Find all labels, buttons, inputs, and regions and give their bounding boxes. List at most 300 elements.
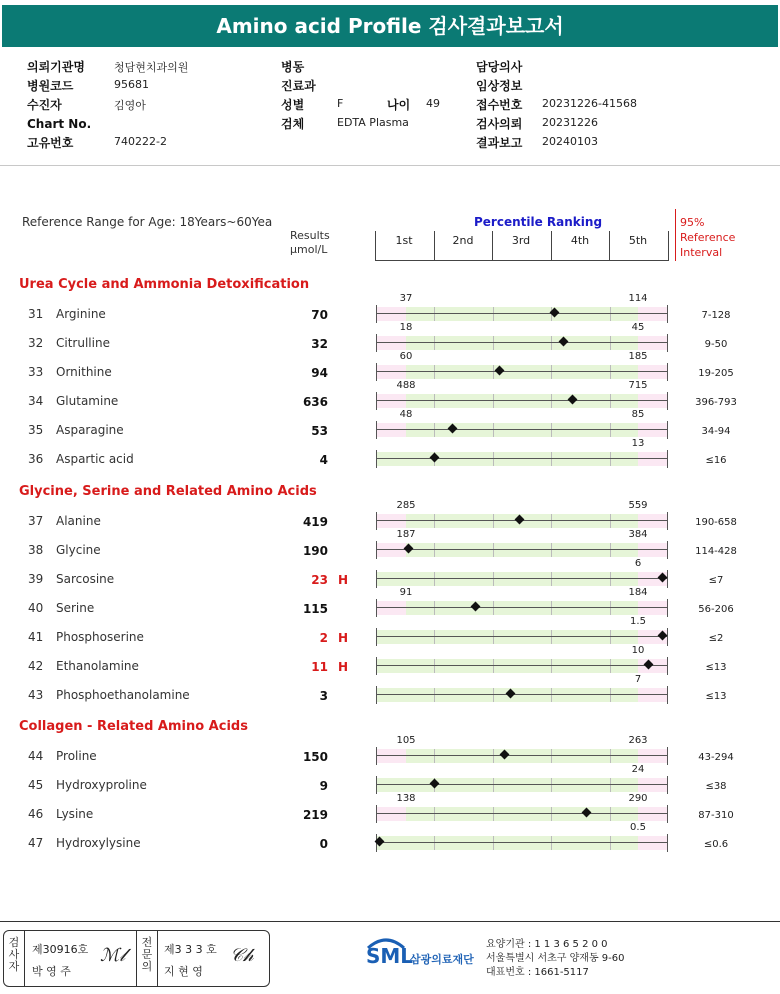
bar-gridline [434,659,435,673]
org-code: 요양기관 : 1 1 3 6 5 2 0 0 [486,939,608,950]
reference-interval: ≤13 [705,662,727,673]
bar-gridline [493,452,494,466]
analyte-name: Phosphoserine [56,630,144,644]
units-label: μmol/L [290,243,328,256]
bar-endpoint [376,334,377,352]
high-flag: H [338,573,349,587]
bar-endpoint [667,305,668,323]
result-value: 23 [311,573,328,587]
footer-divider [0,921,780,922]
result-value: 9 [319,779,328,793]
bar-gridline [551,365,552,379]
low-marker-label: 60 [399,351,413,362]
bar-gridline [610,659,611,673]
bar-center-line [376,694,668,695]
high-marker-label: 10 [631,645,645,656]
bar-gridline [493,749,494,763]
bar-gridline [434,807,435,821]
reviewer-name: 지 현 영 [164,965,203,978]
quintile-label: 2nd [452,234,474,247]
reference-interval: 7-128 [701,310,731,321]
reference-interval: ≤7 [708,575,724,586]
signature-box [3,930,270,987]
high-marker-label: 263 [628,735,648,746]
bar-endpoint [376,421,377,439]
signature-separator [136,931,137,986]
inspector-name: 박 영 주 [32,965,71,978]
reviewer-id: 제3 3 3 호 [164,943,217,956]
reference-interval: ≤0.6 [703,839,729,850]
result-value: 219 [302,808,328,822]
reference-interval: 87-310 [698,810,734,821]
bar-gridline [610,307,611,321]
low-marker-label: 18 [399,322,413,333]
analyte-number: 37 [28,514,44,528]
analyte-name: Glycine [56,543,101,557]
bar-gridline [551,601,552,615]
high-marker-label: 114 [628,293,648,304]
specimen-label: 검체 [281,117,305,131]
doctor-label: 담당의사 [476,60,523,74]
reference-interval: 19-205 [698,368,734,379]
bar-gridline [551,688,552,702]
table-row [0,409,780,441]
bar-gridline [434,543,435,557]
logo-text: SML [366,944,414,968]
analyte-name: Aspartic acid [56,452,134,466]
analyte-name: Proline [56,749,97,763]
high-marker-label: 6 [634,558,642,569]
analyte-number: 44 [28,749,44,763]
analyte-number: 43 [28,688,44,702]
reference-interval: 34-94 [701,426,731,437]
bar-gridline [493,659,494,673]
bar-center-line [376,458,668,459]
bar-center-line [376,371,668,372]
reference-interval: 56-206 [698,604,734,615]
percentile-bar [376,645,668,677]
bar-gridline [493,572,494,586]
section-title: Urea Cycle and Ammonia Detoxification [19,277,310,292]
table-row [0,322,780,354]
bar-center-line [376,342,668,343]
bar-normal-zone [406,749,638,763]
bar-endpoint [376,512,377,530]
low-marker-label: 138 [396,793,416,804]
reference-interval: 396-793 [695,397,737,408]
org-info [486,938,625,980]
bar-gridline [610,452,611,466]
reference-interval: 190-658 [695,517,737,528]
bar-center-line [376,636,668,637]
bar-gridline [493,601,494,615]
bar-endpoint [667,570,668,588]
bar-gridline [434,836,435,850]
result-value: 150 [302,750,328,764]
bar-endpoint [376,305,377,323]
percentile-bar [376,322,668,354]
table-row [0,529,780,561]
ward-label: 병동 [281,60,305,74]
table-row [0,822,780,854]
bar-center-line [376,607,668,608]
analyte-name: Asparagine [56,423,124,437]
bar-gridline [610,807,611,821]
result-value: 2 [319,631,328,645]
bar-normal-zone [376,778,638,792]
quintile-label: 4th [570,234,590,247]
low-marker-label: 285 [396,500,416,511]
bar-normal-zone [406,307,638,321]
percentile-bar [376,438,668,470]
bar-endpoint [667,628,668,646]
bar-gridline [434,307,435,321]
high-marker-label: 85 [631,409,645,420]
bar-center-line [376,313,668,314]
bar-gridline [610,336,611,350]
bar-gridline [610,836,611,850]
analyte-number: 32 [28,336,44,350]
high-flag: H [338,631,349,645]
bar-center-line [376,578,668,579]
ref-interval-unit: Interval [680,246,723,259]
bar-gridline [493,514,494,528]
bar-gridline [493,543,494,557]
bar-endpoint [376,657,377,675]
signature-separator [24,931,25,986]
bar-center-line [376,813,668,814]
request-date-value: 20231226 [542,116,598,129]
reference-interval: ≤38 [705,781,727,792]
sex-label: 성별 [281,98,305,112]
result-value: 94 [311,366,328,380]
bar-gridline [493,336,494,350]
result-value: 419 [302,515,328,529]
high-marker-label: 184 [628,587,648,598]
bar-normal-zone [406,601,638,615]
high-marker-label: 24 [631,764,645,775]
result-value: 53 [311,424,328,438]
percentile-bar [376,409,668,441]
bar-endpoint [667,512,668,530]
age-label: 나이 [387,98,411,112]
analyte-name: Ornithine [56,365,112,379]
bar-gridline [493,778,494,792]
bar-endpoint [667,834,668,852]
bar-gridline [434,601,435,615]
table-row [0,351,780,383]
report-date-label: 결과보고 [476,136,523,150]
bar-gridline [493,836,494,850]
high-flag: H [338,660,349,674]
high-marker-label: 13 [631,438,645,449]
bar-gridline [551,807,552,821]
high-marker-label: 384 [628,529,648,540]
receipt-no-label: 접수번호 [476,98,523,112]
reference-interval: 43-294 [698,752,734,763]
clinic-value: 청담현치과의원 [114,61,189,74]
bar-center-line [376,549,668,550]
bar-endpoint [376,599,377,617]
result-value: 4 [319,453,328,467]
section-title: Glycine, Serine and Related Amino Acids [19,484,317,499]
percentile-bar [376,500,668,532]
bar-gridline [551,423,552,437]
percentile-bar [376,822,668,854]
analyte-number: 33 [28,365,44,379]
analyte-number: 45 [28,778,44,792]
table-row [0,587,780,619]
high-marker-label: 185 [628,351,648,362]
signature-separator [157,931,158,986]
bar-gridline [434,423,435,437]
bar-gridline [610,601,611,615]
low-marker-label: 91 [399,587,413,598]
bar-gridline [434,336,435,350]
analyte-number: 46 [28,807,44,821]
bar-normal-zone [406,336,638,350]
hospital-code-label: 병원코드 [27,79,74,93]
bar-endpoint [667,392,668,410]
analyte-name: Hydroxylysine [56,836,141,850]
high-marker-label: 290 [628,793,648,804]
bar-endpoint [376,628,377,646]
percentile-bar [376,558,668,590]
results-label: Results [290,229,330,242]
bar-endpoint [667,776,668,794]
bar-gridline [551,543,552,557]
table-row [0,616,780,648]
bar-normal-zone [376,572,638,586]
table-row [0,674,780,706]
bar-gridline [610,688,611,702]
result-value: 0 [319,837,328,851]
inspector-role: 검사자 [8,936,20,973]
quintile-label: 5th [628,234,648,247]
chart-no-label: Chart No. [27,117,92,131]
analyte-number: 42 [28,659,44,673]
patient-label: 수진자 [27,98,62,112]
bar-gridline [610,778,611,792]
analyte-name: Serine [56,601,95,615]
bar-center-line [376,400,668,401]
reviewer-role: 전문의 [141,936,153,973]
table-row [0,438,780,470]
quintile-label: 1st [395,234,413,247]
unique-id-value: 740222-2 [114,135,167,148]
bar-gridline [610,749,611,763]
analyte-name: Arginine [56,307,106,321]
bar-endpoint [376,805,377,823]
reference-interval: ≤13 [705,691,727,702]
bar-gridline [434,572,435,586]
bar-gridline [493,394,494,408]
low-marker-label: 105 [396,735,416,746]
bar-gridline [434,749,435,763]
percentile-bar [376,587,668,619]
bar-gridline [551,630,552,644]
high-marker-label: 559 [628,500,648,511]
percentile-bar [376,293,668,325]
percentile-bar [376,735,668,767]
bar-gridline [493,807,494,821]
table-row [0,500,780,532]
quintile-label: 3rd [511,234,531,247]
low-marker-label: 187 [396,529,416,540]
high-marker-label: 0.5 [630,822,646,833]
analyte-number: 47 [28,836,44,850]
section-title: Collagen - Related Amino Acids [19,719,248,734]
high-marker-label: 715 [628,380,648,391]
percentile-bar [376,351,668,383]
bar-normal-zone [376,452,638,466]
analyte-name: Ethanolamine [56,659,139,673]
bar-gridline [551,659,552,673]
report-title: Amino acid Profile 검사결과보고서 [2,5,778,47]
bar-gridline [493,688,494,702]
age-value: 49 [426,97,440,110]
org-address: 서울특별시 서초구 양재동 9-60 [486,953,625,964]
bar-endpoint [667,334,668,352]
logo-org-name: 삼광의료재단 [410,953,474,966]
bar-gridline [493,307,494,321]
bar-gridline [610,423,611,437]
high-marker-label: 7 [634,674,642,685]
bar-gridline [493,423,494,437]
patient-value: 김영아 [114,99,146,112]
bar-normal-zone [376,630,638,644]
department-label: 진료과 [281,79,316,93]
reviewer-signature-icon: 𝒞𝒽 [230,945,254,966]
percentile-bar [376,674,668,706]
bar-gridline [434,514,435,528]
high-marker-label: 45 [631,322,645,333]
analyte-name: Phosphoethanolamine [56,688,190,702]
bar-endpoint [667,541,668,559]
bar-gridline [551,452,552,466]
analyte-number: 39 [28,572,44,586]
bar-gridline [610,572,611,586]
bar-normal-zone [376,659,638,673]
bar-endpoint [667,599,668,617]
hospital-code-value: 95681 [114,78,149,91]
percentile-bar [376,793,668,825]
bar-center-line [376,842,668,843]
result-value: 11 [311,660,328,674]
specimen-value: EDTA Plasma [337,116,409,129]
inspector-signature-icon: ℳ𝓁 [100,945,126,966]
bar-endpoint [667,450,668,468]
bar-gridline [551,336,552,350]
bar-gridline [434,394,435,408]
result-value: 32 [311,337,328,351]
table-row [0,558,780,590]
inspector-id: 제30916호 [32,943,89,956]
analyte-name: Alanine [56,514,101,528]
quintile-tick [668,231,669,261]
bar-gridline [434,688,435,702]
bar-endpoint [376,541,377,559]
bar-gridline [610,394,611,408]
table-row [0,764,780,796]
header-divider [0,165,780,166]
reference-interval: ≤16 [705,455,727,466]
bar-gridline [551,514,552,528]
bar-endpoint [376,776,377,794]
results-header [290,229,330,257]
bar-normal-zone [406,543,638,557]
low-marker-label: 488 [396,380,416,391]
analyte-name: Hydroxyproline [56,778,147,792]
report-date-value: 20240103 [542,135,598,148]
table-row [0,293,780,325]
bar-normal-zone [406,807,638,821]
clinic-label: 의뢰기관명 [27,60,85,74]
bar-endpoint [667,421,668,439]
receipt-no-value: 20231226-41568 [542,97,637,110]
percentile-bar [376,764,668,796]
analyte-number: 40 [28,601,44,615]
low-marker-label: 37 [399,293,413,304]
table-row [0,645,780,677]
percentile-bar [376,380,668,412]
bar-gridline [551,394,552,408]
bar-gridline [434,365,435,379]
bar-center-line [376,429,668,430]
bar-gridline [493,630,494,644]
bar-endpoint [667,747,668,765]
bar-gridline [610,543,611,557]
result-value: 190 [302,544,328,558]
ref-interval-word: Reference [680,231,736,244]
percentile-bar [376,616,668,648]
analyte-name: Sarcosine [56,572,115,586]
analyte-name: Lysine [56,807,94,821]
analyte-number: 35 [28,423,44,437]
bar-center-line [376,784,668,785]
bar-center-line [376,755,668,756]
analyte-name: Citrulline [56,336,110,350]
result-value: 115 [302,602,328,616]
reference-interval: 114-428 [695,546,737,557]
analyte-name: Glutamine [56,394,119,408]
bar-gridline [551,778,552,792]
bar-gridline [551,572,552,586]
bar-endpoint [667,686,668,704]
table-row [0,380,780,412]
bar-normal-zone [406,365,638,379]
reference-range-title: Reference Range for Age: 18Years~60Yea [22,215,273,229]
reference-interval: ≤2 [708,633,724,644]
bar-gridline [434,630,435,644]
bar-gridline [551,749,552,763]
bar-normal-zone [406,394,638,408]
table-row [0,793,780,825]
bar-endpoint [376,363,377,381]
percentile-bar [376,529,668,561]
result-value: 636 [302,395,328,409]
analyte-number: 41 [28,630,44,644]
analyte-number: 31 [28,307,44,321]
unique-id-label: 고유번호 [27,136,74,150]
bar-gridline [551,836,552,850]
bar-gridline [493,365,494,379]
bar-endpoint [667,363,668,381]
bar-endpoint [667,657,668,675]
bar-endpoint [376,686,377,704]
bar-normal-zone [406,423,638,437]
reference-interval-header [680,215,735,260]
